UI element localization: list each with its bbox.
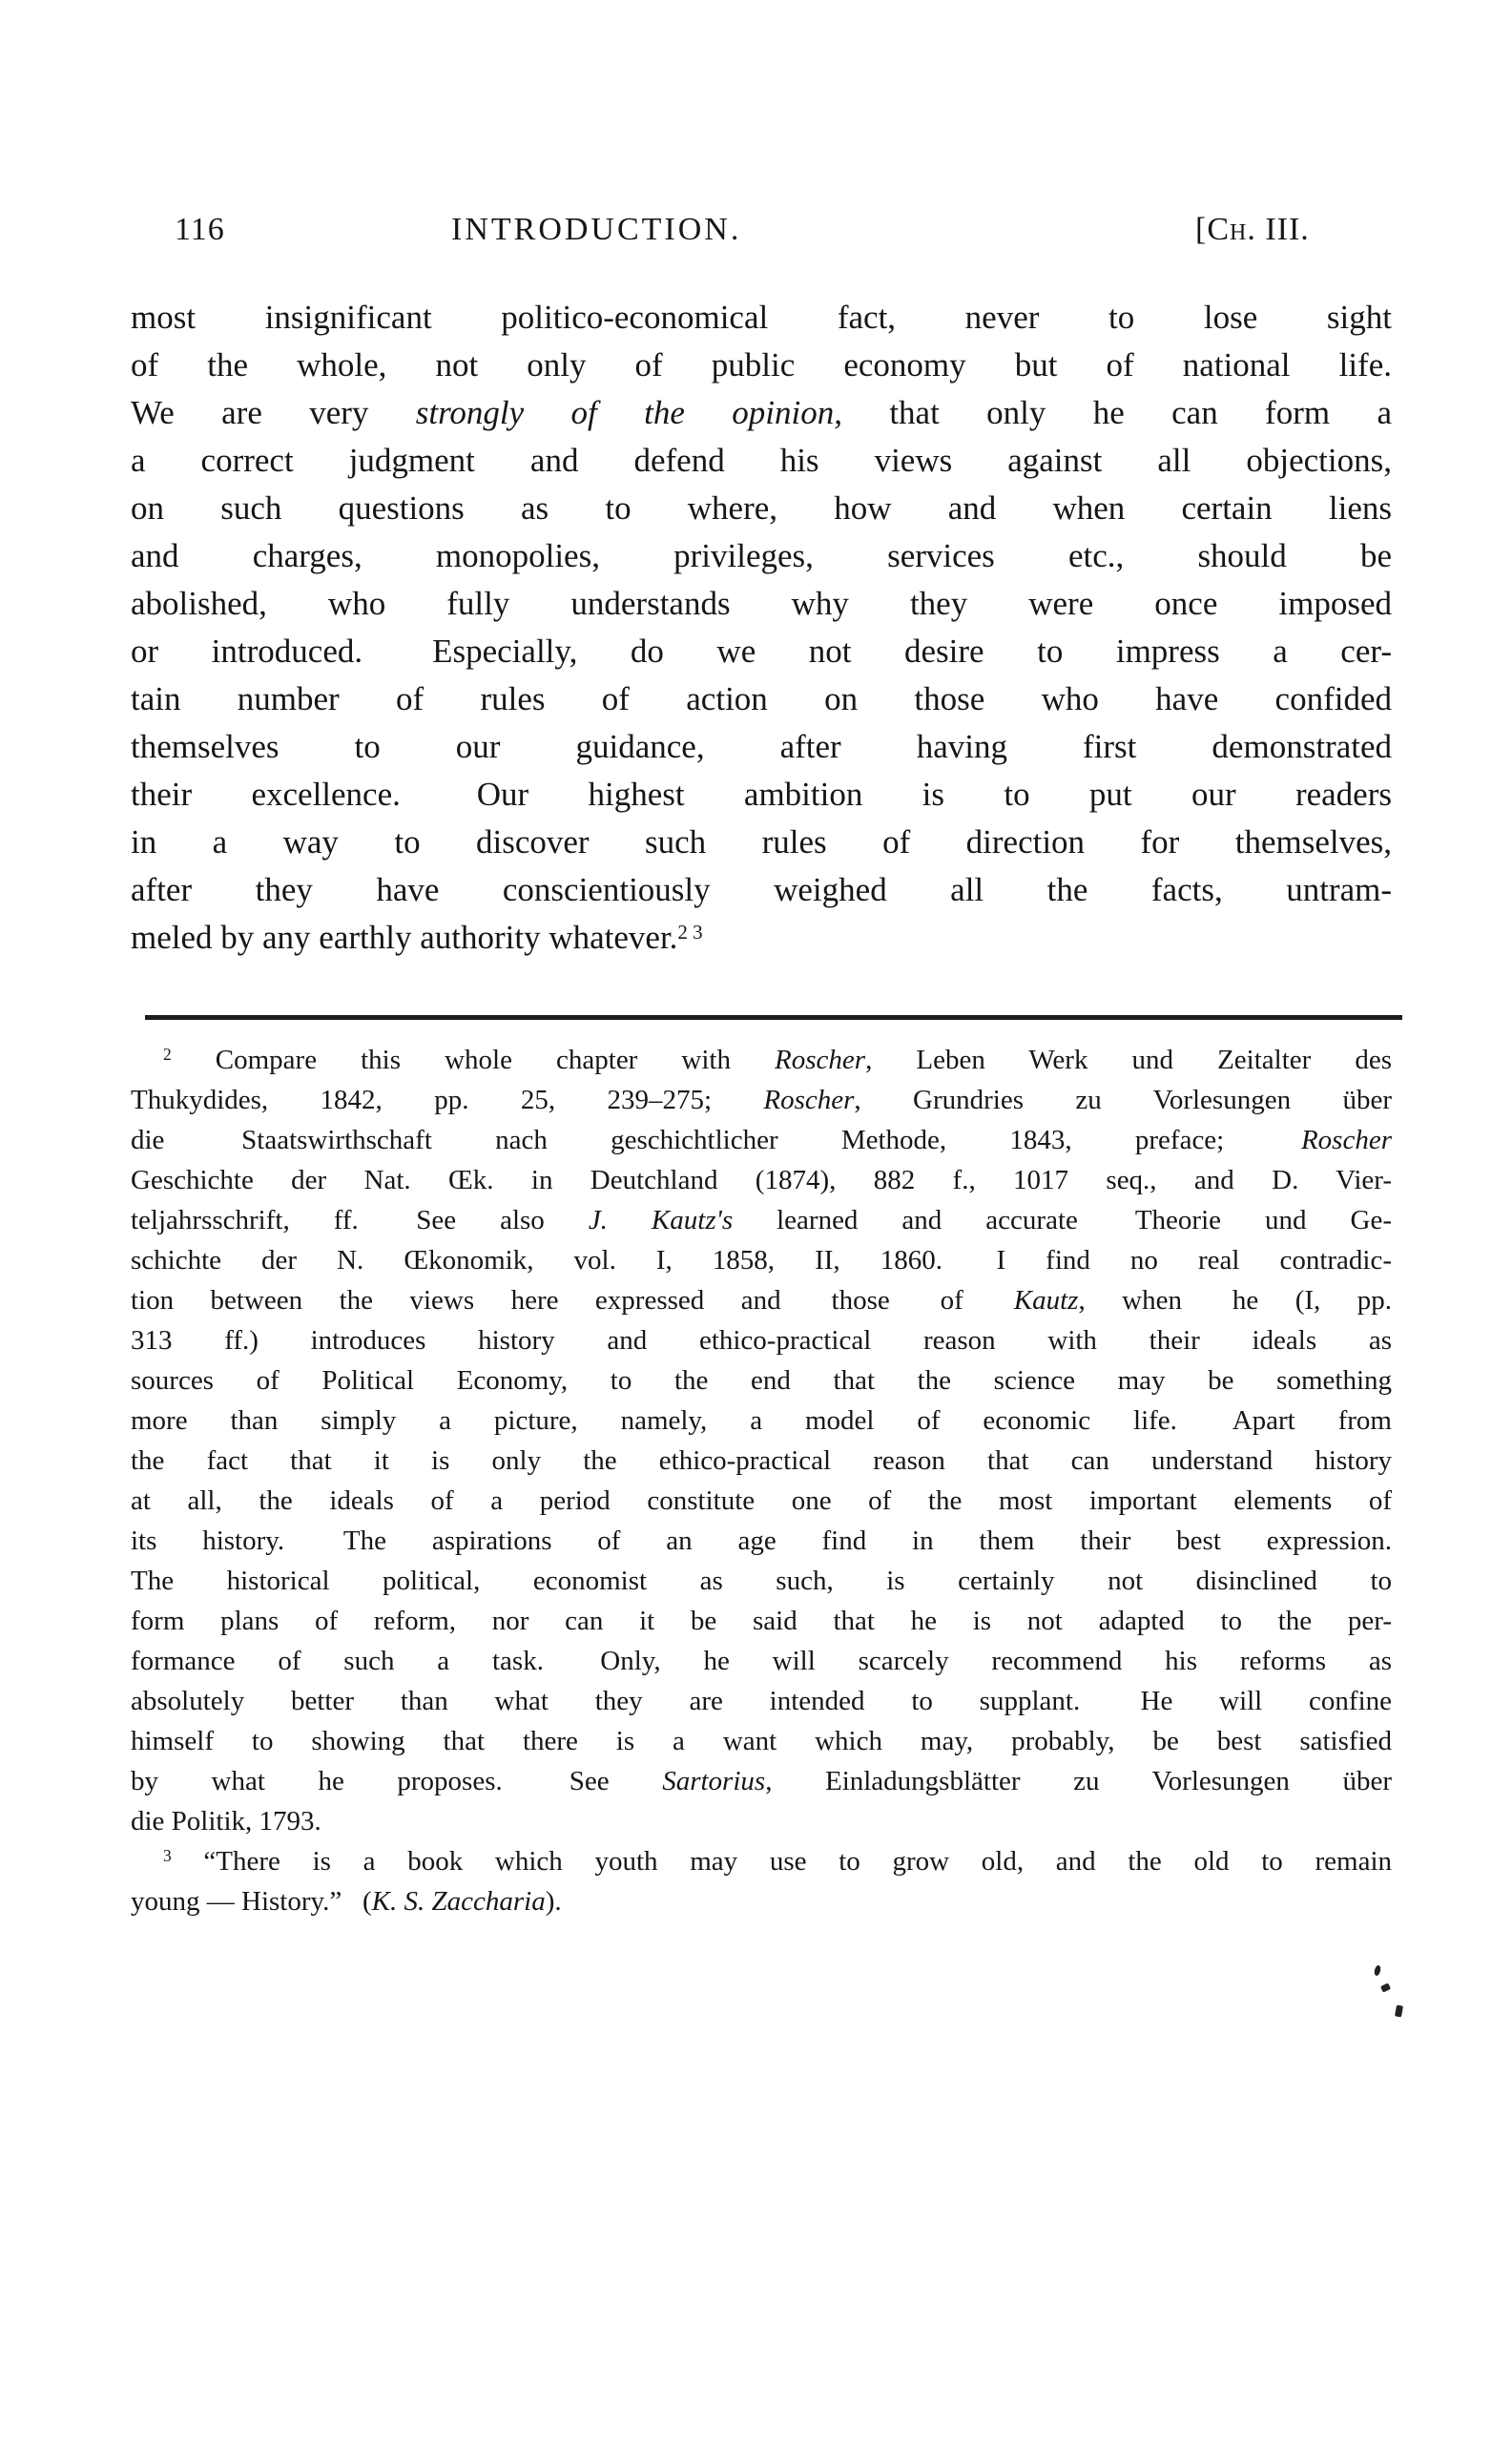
footnote-separator-rule	[145, 1015, 1402, 1020]
page-header	[131, 212, 1392, 254]
footnote-line: Thukydides, 1842, pp. 25, 239–275; Roscher, Grundries zu Vorlesungen über	[131, 1085, 1392, 1115]
footnote-line: die Politik, 1793.	[131, 1806, 321, 1837]
footnote-line: form plans of reform, nor can it be said that he is not adapted to the per-	[131, 1606, 1392, 1636]
footnote-line: formance of such a task. Only, he will scarcely recommend his reforms as	[131, 1646, 1392, 1676]
footnote-line: absolutely better than what they are intended to supplant. He will confine	[131, 1686, 1392, 1716]
body-line: on such questions as to where, how and when certain liens	[131, 489, 1392, 527]
body-line: themselves to our guidance, after having first demonstrated	[131, 728, 1392, 765]
body-line: We are very strongly of the opinion, that only he can form a	[131, 394, 1392, 431]
page-number: 116	[175, 212, 225, 247]
footnote-line: 313 ff.) introduces history and ethico-practical reason with their ideals as	[131, 1325, 1392, 1356]
footnote-line: $^2$ Compare this whole chapter with Roscher, Leben Werk und Zeitalter des	[163, 1045, 1392, 1075]
body-line: and charges, monopolies, privileges, services etc., should be	[131, 537, 1392, 574]
footnote-line: The historical political, economist as such, is certainly not disinclined to	[131, 1566, 1392, 1596]
body-line: or introduced. Especially, do we not desire to impress a cer-	[131, 633, 1392, 670]
ink-speck	[1380, 1982, 1391, 1992]
body-line: tain number of rules of action on those who have confided	[131, 680, 1392, 717]
footnote-line: $^3$ “There is a book which youth may use to grow old, and the old to remain	[163, 1846, 1392, 1877]
footnote-line: tion between the views here expressed and those of Kautz, when he (I, pp.	[131, 1285, 1392, 1316]
footnote-line: die Staatswirthschaft nach geschichtlicher Methode, 1843, preface; Roscher	[131, 1125, 1392, 1155]
running-title: INTRODUCTION.	[451, 212, 742, 247]
footnote-line: by what he proposes. See Sartorius, Einladungsblätter zu Vorlesungen über	[131, 1766, 1392, 1796]
footnote-line: Geschichte der Nat. Œk. in Deutchland (1874), 882 f., 1017 seq., and D. Vier-	[131, 1165, 1392, 1195]
footnote-line: at all, the ideals of a period constitute one of the most important elements of	[131, 1485, 1392, 1516]
footnote-2	[131, 1040, 1392, 1841]
body-line: a correct judgment and defend his views against all objections,	[131, 442, 1392, 479]
chapter-marker: [Ch. III.	[1195, 212, 1310, 247]
footnote-line: himself to showing that there is a want which may, probably, be best satisfied	[131, 1726, 1392, 1756]
footnote-line: its history. The aspirations of an age find in them their best expression.	[131, 1525, 1392, 1556]
footnote-line: more than simply a picture, namely, a model of economic life. Apart from	[131, 1405, 1392, 1436]
body-paragraph	[131, 294, 1392, 962]
footnote-line: schichte der N. Œkonomik, vol. I, 1858, II, 1860. I find no real contradic-	[131, 1245, 1392, 1276]
body-line: after they have conscientiously weighed all the facts, untram-	[131, 871, 1392, 908]
ink-speck	[1395, 2004, 1403, 2017]
footnote-3	[131, 1841, 1392, 1921]
footnote-line: sources of Political Economy, to the end that the science may be something	[131, 1365, 1392, 1396]
body-line: abolished, who fully understands why they were once imposed	[131, 585, 1392, 622]
footnote-line: teljahrsschrift, ff. See also J. Kautz's learned and accurate Theorie und Ge-	[131, 1205, 1392, 1235]
body-line: their excellence. Our highest ambition is to put our readers	[131, 776, 1392, 813]
ink-speck	[1374, 1964, 1381, 1976]
body-line: of the whole, not only of public economy but of national life.	[131, 346, 1392, 384]
footnote-line: the fact that it is only the ethico-practical reason that can understand history	[131, 1445, 1392, 1476]
body-line: most insignificant politico-economical fact, never to lose sight	[131, 299, 1392, 336]
footnote-line: young — History.” (K. S. Zaccharia).	[131, 1886, 562, 1917]
body-line: in a way to discover such rules of direction for themselves,	[131, 823, 1392, 861]
footnotes-section	[131, 1040, 1392, 1921]
body-line: meled by any earthly authority whatever.$^{2 3}$	[131, 919, 703, 956]
